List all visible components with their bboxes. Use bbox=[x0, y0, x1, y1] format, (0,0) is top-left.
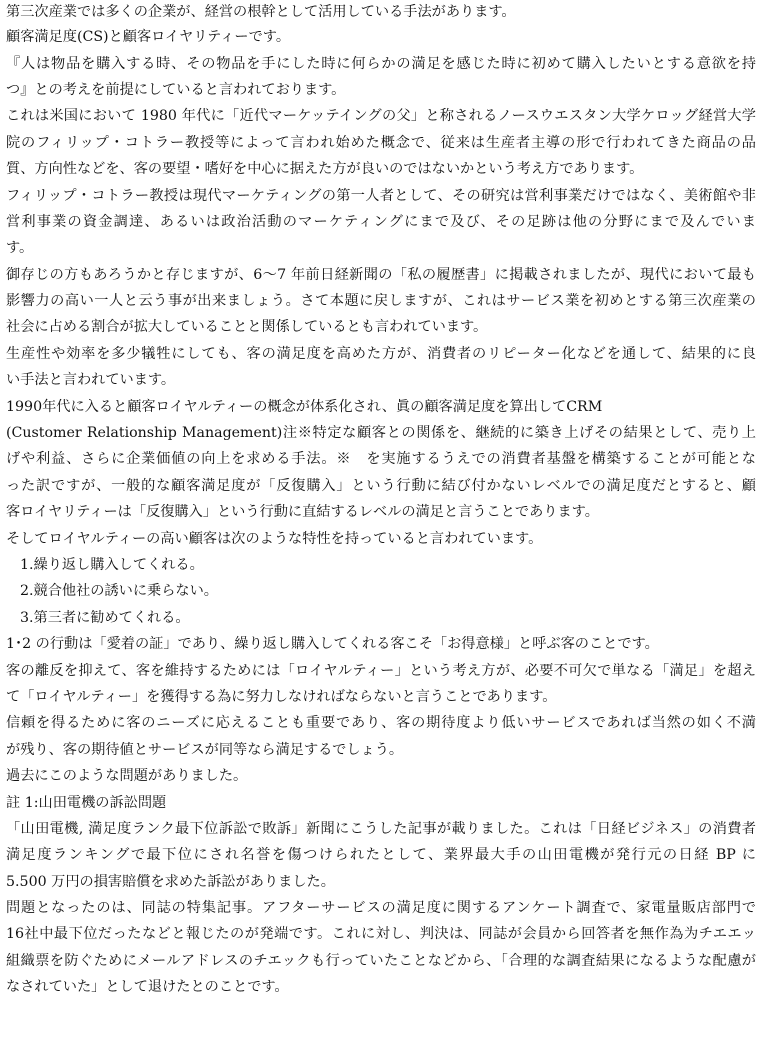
text-line: て「ロイヤルティー」を獲得する為に努力しなければならないと言うことであります。 bbox=[6, 688, 557, 705]
text-line: 社会に占める割合が拡大していることと関係しているとも言われています。 bbox=[6, 319, 488, 336]
text-line: 影響力の高い一人と云う事が出来ましょう。さて本題に戻しますが、これはサービス業を初めとする第三次産業の bbox=[6, 293, 756, 310]
text-line: フィリップ・コトラー教授は現代マーケティングの第一人者として、その研究は営利事業だけではなく、美術館や非 bbox=[6, 187, 756, 204]
text-line: 第三次産業では多くの企業が、経営の根幹として活用している手法があります。 bbox=[6, 4, 516, 20]
text-line: つ』との考えを前提にしていると言われております。 bbox=[6, 81, 346, 98]
text-line: 信頼を得るために客のニーズに応えることも重要であり、客の期待度より低いサービスであれば当然の如く不満 bbox=[6, 715, 756, 732]
text-line: これは米国において 1980 年代に「近代マーケッテイングの父」と称されるノースウエスタン大学ケロッグ経営大学 bbox=[6, 108, 756, 125]
text-line: 1990年代に入ると顧客ロイヤルティーの概念が体系化され、眞の顧客満足度を算出してCRM bbox=[6, 398, 603, 415]
text-line: 客の離反を抑えて、客を維持するためには「ロイヤルティー」という考え方が、必要不可欠で単なる「満足」を超え bbox=[6, 662, 756, 679]
list-item: 3.第三者に勧めてくれる。 bbox=[20, 609, 190, 626]
text-line: 客ロイヤリティーは「反復購入」という行動に直結するレベルの満足と言うことであります。 bbox=[6, 504, 599, 521]
text-line: 問題となったのは、同誌の特集記事。アフターサービスの満足度に関するアンケート調査で、家電量販店部門で bbox=[6, 900, 756, 917]
text-line: す。 bbox=[6, 240, 34, 257]
list-item: 2.競合他社の誘いに乗らない。 bbox=[20, 583, 218, 600]
text-line: 生産性や効率を多少犠牲にしても、客の満足度を高めた方が、消費者のリピーター化などを通して、結果的に良 bbox=[6, 345, 756, 362]
text-line: 5.500 万円の損害賠償を求めた訴訟がありました。 bbox=[6, 873, 335, 890]
text-line: 顧客満足度(CS)と顧客ロイヤリティーです。 bbox=[6, 29, 291, 46]
text-line: 御存じの方もあろうかと存じますが、6～7 年前日経新聞の「私の履歴書」に掲載されましたが、現代において最も bbox=[6, 266, 756, 283]
text-line: 『人は物品を購入する時、その物品を手にした時に何らかの満足を感じた時に初めて購入したいとする意欲を持 bbox=[6, 55, 756, 72]
document-body bbox=[6, 0, 756, 1001]
text-line: 院のフィリップ・コトラー教授等によって言われ始めた概念で、従来は生産者主導の形で行われてきた商品の品 bbox=[6, 134, 756, 151]
text-line: 組織票を防ぐためにメールアドレスのチエックも行っていたことなどから、「合理的な調査結果になるような配慮が bbox=[6, 952, 756, 969]
text-line: が残り、客の期待値とサービスが同等なら満足するでしょう。 bbox=[6, 741, 404, 758]
text-line: い手法と言われています。 bbox=[6, 372, 176, 389]
text-line: 過去にこのような問題がありました。 bbox=[6, 768, 248, 785]
text-line: 16社中最下位だったなどと報じたのが発端です。これに対し、判決は、同誌が会員から回答者を無作為为チエエッ bbox=[6, 926, 756, 943]
text-line: げや利益、さらに企業価値の向上を求める手法。※ を実施するうえでの消費者基盤を構築することが可能とな bbox=[6, 451, 756, 468]
text-line: そしてロイヤルティーの高い顧客は次のような特性を持っていると言われています。 bbox=[6, 530, 543, 547]
text-line: (Customer Relationship Management)注※特定な顧客との関係を、継続的に築き上げその結果として、売り上 bbox=[6, 425, 756, 442]
list-item: 1.繰り返し購入してくれる。 bbox=[20, 557, 204, 573]
text-line: 営利事業の資金調達、あるいは政治活動のマーケティングにまで及び、その足跡は他の分野にまで及んでいま bbox=[6, 213, 756, 230]
text-line: なされていた」として退けたとのことです。 bbox=[6, 979, 289, 996]
text-line: 質、方向性などを、客の要望・嗜好を中心に据えた方が良いのではないかという考え方であります。 bbox=[6, 161, 644, 178]
text-line: 1･2 の行動は「愛着の証」であり、繰り返し購入してくれる客こそ「お得意様」と呼ぶ客のことです。 bbox=[6, 636, 659, 653]
section-heading: 註 1:山田電機の訴訟問題 bbox=[6, 794, 167, 811]
text-line: った訳ですが、一般的な顧客満足度が「反復購入」という行動に結び付かないレベルでの満足度だとすると、顧 bbox=[6, 477, 756, 494]
text-line: 「山田電機, 満足度ランク最下位訴訟で敗訴」新聞にこうした記事が載りました。これは「日経ビジネス」の消費者 bbox=[6, 820, 756, 837]
text-line: 満足度ランキングで最下位にされ名誉を傷つけられたとして、業界最大手の山田電機が発行元の日経 BP に bbox=[6, 847, 756, 864]
